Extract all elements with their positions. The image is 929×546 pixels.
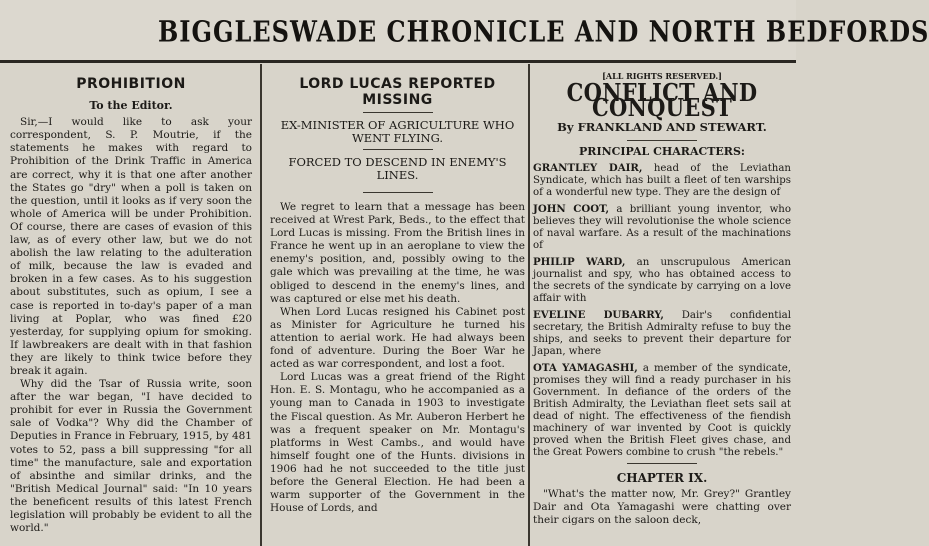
separator-rule [363,149,433,150]
article-subhead: To the Editor. [89,99,173,113]
chapter-heading: CHAPTER IX. [616,471,708,486]
article-headline: PROHIBITION [76,76,186,92]
character-description: head of the Leviathan Syndicate, which has built a fleet of ten warships of a wonderful new type. They are the design of [533,163,791,199]
separator-rule [627,140,697,141]
character-entry [533,256,791,305]
character-description: Dair's confidential secretary, the British Admiralty refuse to buy the ships, and seeks to prevent their departure for Japan, where [533,310,791,358]
separator-rule [363,192,433,193]
separator-rule [363,112,433,113]
character-name: JOHN COOT, [533,203,610,216]
article-paragraph: Sir,—I would like to ask your correspondent, S. P. Moutrie, if the statements he makes with regard to Prohibition of the Drink Traffic in America are correct, why it is that one after another the States go "dry" when a poll is taken on the question, until it looks as if very soon the whole of America will be under Prohibition. Of course, there are cases of evasion of this law, as of every other law, but we do not abolish the law relating to the adulteration of milk, because the law is evaded and broken in a few cases. As to his suggestion about substitutes, such as opium, I see a case is reported in to-day's paper of a man living at Poplar, who was fined £20 yesterday, for supplying opium for smoking. If lawbreakers are dealt with in that fashion they are likely to think twice before they break it again. [10,116,252,377]
article-paragraph: Lord Lucas was a great friend of the Right Hon. E. S. Montagu, who he accompanied as a young man to Canada in 1903 to investigate the Fiscal question. As Mr. Auberon Herbert he was a frequent speaker on Mr. Montagu's platforms in West Cambs., and would have himself fought one of the Hunts. divisions in 1906 had he not succeeded to the title just before the General Election. He had been a warm supporter of the Government in the House of Lords, and [270,371,525,515]
character-entry [533,309,791,358]
column-lord-lucas [270,64,525,546]
character-description: a brilliant young inventor, who believes they will revolutionise the whole science of naval warfare. As a result of the machinations of [533,204,791,252]
column-divider [260,64,262,546]
article-paragraph: When Lord Lucas resigned his Cabinet post as Minister for Agriculture he turned his attention to aerial work. He had always been fond of adventure. During the Boer War he acted as war correspondent, and lost a foot. [270,305,525,371]
character-description: an unscrupulous American journalist and spy, who has obtained access to the secrets of the syndicate by carrying on a love affair with [533,257,791,305]
column-serial-story [533,64,791,546]
story-byline: By FRANKLAND AND STEWART. [557,120,767,135]
article-deck: FORCED TO DESCEND IN ENEMY'S LINES. [288,155,507,182]
character-entry [533,162,791,199]
rights-notice: [ALL RIGHTS RESERVED.] [602,71,722,81]
article-deck: EX-MINISTER OF AGRICULTURE WHO WENT FLYING. [280,118,515,145]
masthead-rule [0,60,796,63]
story-title: CONFLICT AND CONQUEST [566,78,758,123]
chapter-text: "What's the matter now, Mr. Grey?" Grantley Dair and Ota Yamagashi were chatting over their cigars on the saloon deck, [533,487,791,526]
article-paragraph: Why did the Tsar of Russia write, soon after the war began, "I have decided to prohibit for ever in Russia the Government sale of Vodka"? Why did the Chamber of Deputies in France in February, 1915, by 481 votes to 52, pass a bill suppressing "for all time" the manufacture, sale and exportation of absinthe and similar drinks, and the "British Medical Journal" said: "In 10 years the beneficent results of this latest French legislation will probably be evident to all the world." [10,378,252,535]
separator-rule [627,463,697,464]
character-description: a member of the syndicate, promises they will find a ready purchaser in his Government. In defiance of the orders of the British Admiralty, the Leviathan fleet sets sail at dead of night. The effectiveness of the fiendish machinery of war invented by Coot is quickly proved when the British Fleet gives chase, and the Great Powers combine to crush "the rebels." [533,363,791,459]
column-prohibition [10,64,252,546]
newspaper-title: BIGGLESWADE CHRONICLE AND NORTH BEDFORDS [158,14,929,49]
character-name: EVELINE DUBARRY, [533,309,664,322]
character-entry [533,203,791,252]
character-name: PHILIP WARD, [533,256,626,269]
character-name: GRANTLEY DAIR, [533,162,643,175]
characters-heading: PRINCIPAL CHARACTERS: [579,145,745,159]
masthead [0,0,929,62]
character-name: OTA YAMAGASHI, [533,362,638,375]
article-headline: LORD LUCAS REPORTED MISSING [299,76,496,108]
article-paragraph: We regret to learn that a message has been received at Wrest Park, Beds., to the effect that Lord Lucas is missing. From the British lines in France he went up in an aeroplane to view the enemy's position, and, possibly owing to the gale which was prevailing at the time, he was obliged to descend in the enemy's lines, and was captured or else met his death. [270,201,525,305]
column-divider [528,64,530,546]
character-entry [533,362,791,459]
